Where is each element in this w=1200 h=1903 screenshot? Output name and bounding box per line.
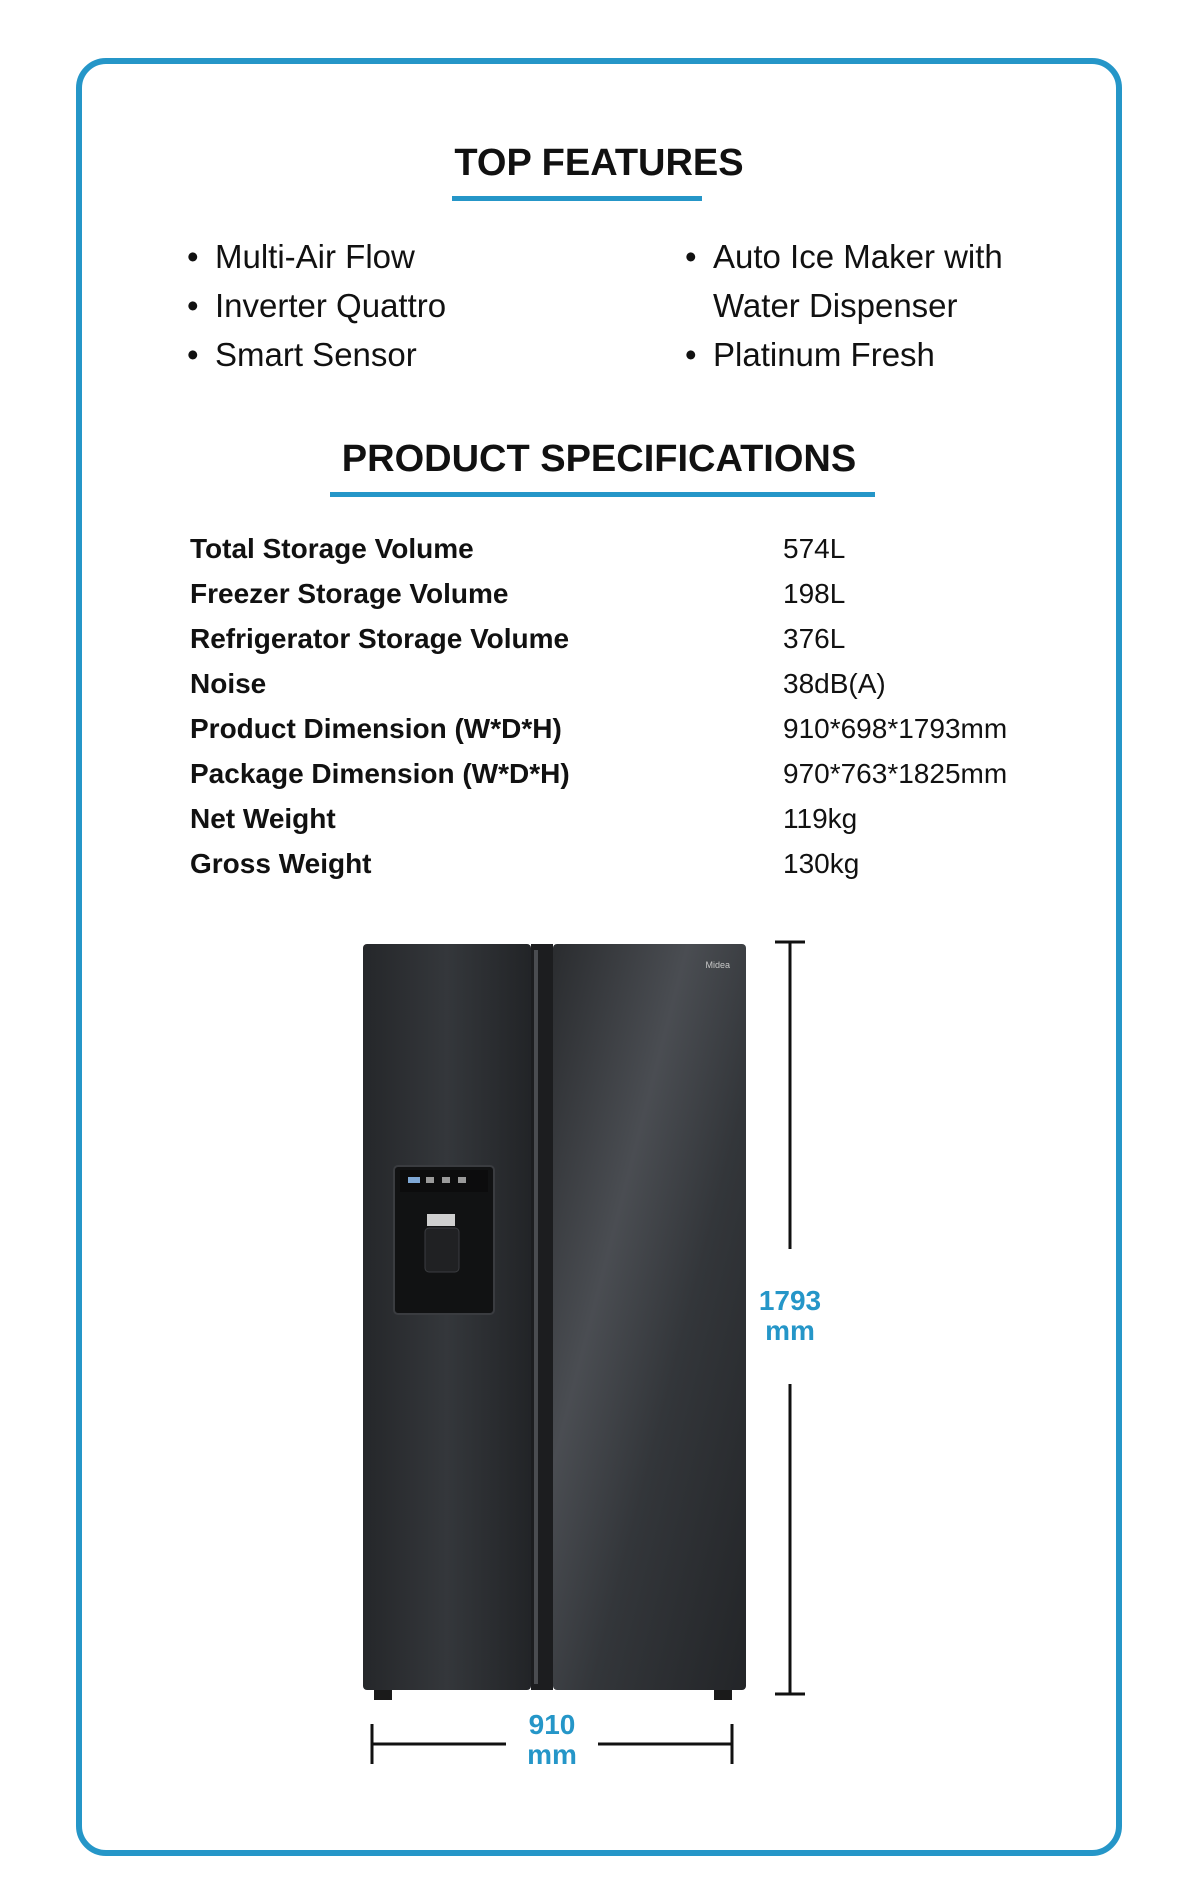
width-label: [502, 1710, 602, 1770]
feature-item: • Platinum Fresh: [685, 330, 1003, 379]
refrigerator-illustration: [82, 64, 1116, 1850]
display-led: [408, 1177, 420, 1183]
height-unit: mm: [765, 1315, 815, 1346]
height-value: 1793: [758, 1285, 822, 1316]
foot: [374, 1690, 392, 1700]
spec-label: Freezer Storage Volume: [190, 577, 509, 609]
spec-value: 970*763*1825mm: [783, 757, 1008, 789]
spec-label: Net Weight: [190, 802, 336, 834]
spec-value: 198L: [783, 577, 846, 609]
spec-value: 574L: [783, 532, 846, 564]
spec-value: 376L: [783, 622, 846, 654]
bullet-icon: •: [187, 287, 199, 324]
dispenser-lever: [425, 1228, 459, 1272]
spec-label: Noise: [190, 667, 267, 699]
feature-item: • Auto Ice Maker with: [685, 232, 1003, 281]
spec-label: Total Storage Volume: [190, 532, 474, 564]
feature-item: • Smart Sensor: [187, 330, 446, 379]
bullet-icon: •: [685, 238, 697, 275]
width-unit: mm: [527, 1739, 577, 1770]
feature-item-continued: Water Dispenser: [713, 287, 958, 324]
spec-label: Package Dimension (W*D*H): [190, 757, 570, 789]
display-led: [426, 1177, 434, 1183]
specs-title: PRODUCT SPECIFICATIONS: [341, 438, 857, 480]
handle-highlight: [534, 950, 538, 1684]
foot: [714, 1690, 732, 1700]
height-label: [740, 1286, 840, 1346]
feature-item: • Inverter Quattro: [187, 281, 446, 330]
display-led: [442, 1177, 450, 1183]
spec-value: 910*698*1793mm: [783, 712, 1008, 744]
freezer-door: [363, 944, 531, 1690]
spec-label: Product Dimension (W*D*H): [190, 712, 562, 744]
spec-value: 38dB(A): [783, 667, 886, 699]
spec-value: 130kg: [783, 847, 860, 879]
display-led: [458, 1177, 466, 1183]
spec-value: 119kg: [783, 802, 858, 834]
bullet-icon: •: [187, 238, 199, 275]
brand-logo: Midea: [705, 960, 730, 970]
bullet-icon: •: [187, 336, 199, 373]
top-features-title: TOP FEATURES: [454, 142, 744, 184]
content-card: [76, 58, 1122, 1856]
bullet-icon: •: [685, 336, 697, 373]
width-value: 910: [528, 1709, 576, 1740]
spec-label: Refrigerator Storage Volume: [190, 622, 570, 654]
dispenser-nozzle: [427, 1214, 455, 1226]
fridge-door: [553, 944, 746, 1690]
feature-item: • Multi-Air Flow: [187, 232, 446, 281]
spec-label: Gross Weight: [190, 847, 372, 879]
